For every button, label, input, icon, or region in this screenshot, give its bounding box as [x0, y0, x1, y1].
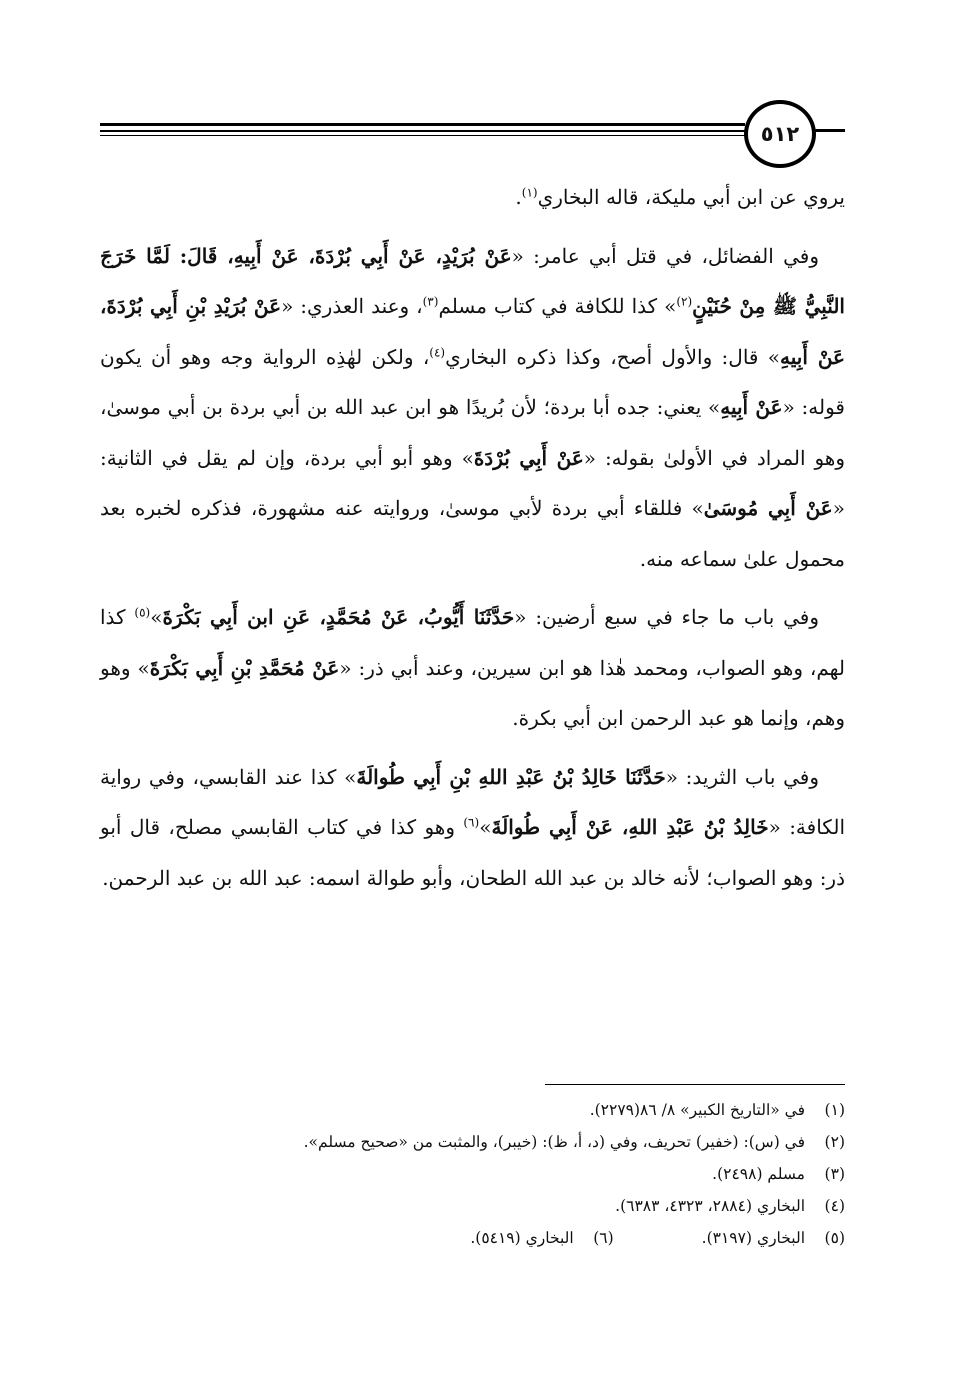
text-run: » — [150, 605, 163, 629]
footnote — [100, 1158, 845, 1190]
hadith-quote: عَنْ بُرَيْدٍ، عَنْ أَبِي بُرْدَةَ، عَنْ أَبِيهِ، قَالَ: لَمَّا خَرَجَ النَّبِيُّ ﷺ مِنْ حُنَيْنٍ — [100, 243, 845, 318]
hadith-quote: عَنْ أَبِيهِ — [720, 395, 783, 419]
text-run: » وهو أبو أبي بردة، وإن لم يقل في الثانية: « — [100, 445, 845, 520]
footnote-text: البخاري (٥٤١٩). — [470, 1229, 574, 1247]
footnote-ref: (٢) — [676, 294, 693, 309]
text-run: ، ولكن لهٰذِه الرواية وجه وهو أن يكون قوله: « — [100, 344, 845, 419]
footnote-pair — [100, 1222, 845, 1254]
header-rule — [100, 135, 745, 136]
paragraph — [100, 231, 845, 585]
footnote-ref: (٦) — [463, 815, 480, 830]
text-run: وفي باب ما جاء في سبع أرضين: « — [514, 605, 819, 629]
footnote-ref: (٥) — [134, 605, 151, 620]
text-run: » يعني: جده أبا بردة؛ لأن بُريدًا هو ابن عبد الله بن أبي بردة بن أبي موسىٰ، وهو المراد في الأولىٰ بقوله: « — [100, 395, 845, 470]
body-text — [100, 172, 845, 903]
footnote-number: (٢) — [824, 1133, 845, 1151]
text-run: » كذا عند القابسي، وفي رواية الكافة: « — [100, 764, 846, 839]
footnote-ref: (٣) — [422, 294, 439, 309]
footnote-number: (٦) — [593, 1229, 614, 1247]
footnote-text: في (س): (خفير) تحريف، وفي (د، أ، ظ): (خيبر)، والمثبت من «صحيح مسلم». — [303, 1133, 805, 1151]
footnote-text: مسلم (٢٤٩٨). — [712, 1165, 805, 1183]
text-run: » قال: والأول أصح، وكذا ذكره البخاري — [445, 344, 781, 369]
paragraph — [100, 592, 845, 744]
hadith-quote: عَنْ أَبِي مُوسَىٰ — [703, 496, 833, 520]
hadith-quote: عَنْ بُرَيْدِ بْنِ أَبِي بُرْدَةَ، عَنْ أَبِيهِ — [100, 294, 845, 369]
paragraph — [100, 752, 845, 904]
footnote-separator — [545, 1084, 845, 1085]
footnote-number: (٥) — [824, 1229, 845, 1247]
text-run: يروي عن ابن أبي مليكة، قاله البخاري — [537, 185, 845, 209]
footnote-number: (٤) — [824, 1197, 845, 1215]
header-rule — [100, 130, 745, 132]
footnote — [100, 1190, 845, 1222]
text-run: » — [479, 815, 492, 839]
header-rule — [100, 123, 745, 126]
text-run: » وهو وهم، وإنما هو عبد الرحمن ابن أبي بكرة. — [100, 655, 845, 730]
page-number: ٥١٢ — [744, 100, 816, 168]
footnote — [100, 1126, 845, 1158]
text-run: وفي الفضائل، في قتل أبي عامر: « — [511, 243, 819, 268]
text-run: » كذا للكافة في كتاب مسلم — [438, 294, 677, 318]
paragraph — [100, 172, 845, 223]
text-run: » فللقاء أبي بردة لأبي موسىٰ، وروايته عنه مشهورة، فذكره لخبره بعد محمول علىٰ سماعه منه. — [100, 496, 845, 571]
hadith-quote: عَنْ أَبِي بُرْدَةَ — [473, 445, 584, 470]
footnote-text: في «التاريخ الكبير» ٨/ ٨٦(٢٢٧٩). — [589, 1101, 805, 1119]
text-run: وفي باب الثريد: « — [665, 764, 820, 789]
text-run: . — [515, 185, 522, 209]
footnote-number: (٣) — [824, 1165, 845, 1183]
footnote — [100, 1094, 845, 1126]
footnote-number: (١) — [824, 1101, 845, 1119]
hadith-quote: حَدَّثَنَا أَيُّوبُ، عَنْ مُحَمَّدٍ، عَنِ ابن أَبِي بَكْرَةَ — [162, 605, 515, 629]
hadith-quote: خَالِدُ بْنُ عَبْدِ اللهِ، عَنْ أَبِي طُوالَةَ — [491, 815, 769, 839]
footnote-ref: (٤) — [429, 344, 446, 359]
hadith-quote: عَنْ مُحَمَّدِ بْنِ أَبِي بَكْرَةَ — [149, 655, 340, 680]
footnote-text: البخاري (٣١٩٧). — [701, 1229, 805, 1247]
hadith-quote: حَدَّثَنَا خَالِدُ بْنُ عَبْدِ اللهِ بْنِ أَبِي طُوالَةَ — [356, 764, 666, 789]
text-run: وهو كذا في كتاب القابسي مصلح، قال أبو ذر: وهو الصواب؛ لأنه خالد بن عبد الله الطحان، وأبو طوالة اسمه: عبد الله بن عبد الرحمن. — [100, 815, 845, 890]
text-run: كذا لهم، وهو الصواب، ومحمد هٰذا هو ابن سيرين، وعند أبي ذر: « — [100, 605, 845, 680]
footnote-text: البخاري (٢٨٨٤، ٤٣٢٣، ٦٣٨٣). — [615, 1197, 805, 1215]
footnotes — [100, 1094, 845, 1254]
footnote-ref: (١) — [521, 185, 538, 200]
text-run: ، وعند العذري: « — [281, 294, 423, 318]
